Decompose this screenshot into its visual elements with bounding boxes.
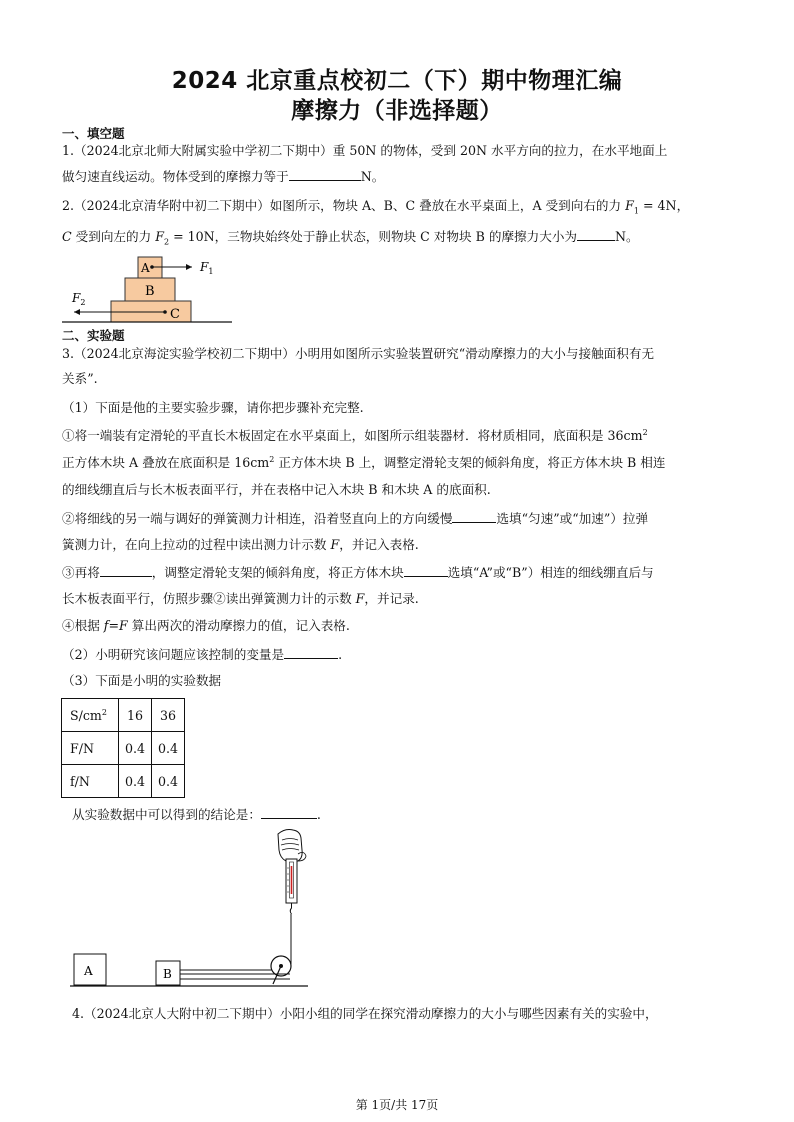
- question-1-line2: [62, 168, 384, 185]
- sub2-text: （2）小明研究该问题应该控制的变量是: [62, 647, 285, 662]
- friction-symbol: f: [103, 618, 109, 633]
- section-heading-experiment: 二、实验题: [62, 328, 125, 343]
- step-4-text: ④根据: [62, 618, 104, 633]
- table-cell: 16: [119, 699, 152, 732]
- force-symbol: F: [119, 618, 128, 633]
- conclusion-text: 从实验数据中可以得到的结论是：: [72, 807, 261, 822]
- stacked-blocks-figure: [62, 252, 237, 326]
- label-f1-sub: 1: [208, 267, 214, 276]
- question-2-text: = 10N，三物块始终处于静止状态，则物块 C 对物块 B 的摩擦力大小为: [169, 229, 578, 244]
- question-2-text: 2.（2024北京清华附中初二下期中）如图所示，物块 A、B、C 叠放在水平桌面上，A 受到向右的力: [62, 198, 622, 213]
- header-text: S/cm: [70, 707, 102, 723]
- force-subscript: 2: [163, 237, 170, 247]
- data-table: [61, 698, 185, 798]
- step-3-text: 选填“A”或“B”）相连的细线绷直后与: [447, 565, 654, 580]
- label-f2-sub: 2: [80, 298, 86, 307]
- page-footer: 第 1页/共 17页: [355, 1098, 439, 1112]
- step-2-line1: [62, 510, 648, 527]
- label-f1: F: [200, 260, 209, 274]
- step-4-line: [62, 618, 350, 634]
- step-1-line3: 的细线绷直后与长木板表面平行，并在表格中记入木块 B 和木块 A 的底面积.: [62, 482, 491, 497]
- step-2-line2: [62, 537, 419, 553]
- step-1-text: 正方体木块 B 上，调整定滑轮支架的倾斜角度，将正方体木块 B 相连: [274, 455, 666, 470]
- question-2-text: 受到向左的力: [71, 229, 156, 244]
- answer-blank: [100, 564, 152, 577]
- table-cell: 0.4: [152, 732, 185, 765]
- table-header-cell: f/N: [62, 765, 119, 798]
- pulley-apparatus-figure: [60, 828, 320, 994]
- question-3-line2: 关系”.: [62, 371, 98, 386]
- sub2-period: .: [338, 647, 343, 662]
- superscript: 2: [269, 454, 275, 464]
- table-cell: 36: [152, 699, 185, 732]
- label-c: C: [170, 307, 180, 322]
- spring-scale: [286, 859, 297, 914]
- force-symbol: F: [355, 591, 365, 606]
- force-symbol: F: [330, 537, 340, 552]
- question-3-line1: 3.（2024北京海淀实验学校初二下期中）小明用如图所示实验装置研究“滑动摩擦力的大小与接触面积有无: [62, 346, 655, 361]
- page-title-line2: 摩擦力（非选择题）: [291, 98, 503, 124]
- step-3-text: 长木板表面平行，仿照步骤②读出弹簧测力计的示数: [62, 591, 356, 606]
- table-row: [62, 699, 185, 732]
- label-b: B: [163, 967, 172, 981]
- force-symbol: F: [625, 198, 634, 213]
- force-symbol: F: [155, 229, 164, 244]
- force-value: = 4N，: [638, 198, 690, 213]
- answer-blank: [261, 806, 317, 819]
- superscript: 2: [642, 427, 648, 437]
- answer-blank: [452, 510, 496, 523]
- label-b: B: [145, 284, 155, 299]
- equals-sign: =: [108, 618, 120, 633]
- svg-text:F1: [199, 260, 213, 276]
- table-header-cell: [62, 699, 119, 732]
- label-a: A: [84, 964, 93, 978]
- superscript: 2: [101, 707, 107, 717]
- step-1-text: ①将一端装有定滑轮的平直长木板固定在水平桌面上，如图所示组装器材．将材质相同，底面积是 36cm: [62, 428, 643, 443]
- step-3-text: ，调整定滑轮支架的倾斜角度，将正方体木块: [151, 565, 404, 580]
- step-1-line1: [62, 428, 648, 444]
- step-3-line2: [62, 591, 419, 607]
- answer-blank: [289, 168, 361, 181]
- force-subscript: 1: [633, 206, 639, 216]
- step-3-text: ，并记录.: [364, 591, 419, 606]
- question-3-sub3: （3）下面是小明的实验数据: [62, 673, 222, 688]
- conclusion-period: .: [316, 807, 321, 822]
- question-4-line1: 4.（2024北京人大附中初二下期中）小阳小组的同学在探究滑动摩擦力的大小与哪些因素有关的实验中，: [72, 1006, 658, 1021]
- svg-text:F2: [71, 291, 85, 307]
- answer-blank: [577, 228, 615, 241]
- question-2-unit: N。: [615, 229, 639, 244]
- answer-blank: [284, 646, 338, 659]
- table-row: [62, 765, 185, 798]
- step-2-text: ②将细线的另一端与调好的弹簧测力计相连，沿着竖直向上的方向缓慢: [62, 511, 453, 526]
- step-2-text: ，并记入表格.: [339, 537, 419, 552]
- table-header-cell: F/N: [62, 732, 119, 765]
- table-cell: 0.4: [119, 732, 152, 765]
- conclusion-line: [72, 806, 321, 823]
- question-1-line1: 1.（2024北京北师大附属实验中学初二下期中）重 50N 的物体，受到 20N 水平方向的拉力，在水平地面上: [62, 143, 668, 158]
- table-cell: 0.4: [119, 765, 152, 798]
- question-2-line2: [62, 228, 639, 251]
- question-3-sub2: [62, 646, 342, 663]
- step-4-text: 算出两次的滑动摩擦力的值，记入表格.: [127, 618, 350, 633]
- table-cell: 0.4: [152, 765, 185, 798]
- table-row: [62, 732, 185, 765]
- step-1-text: 正方体木块 A 叠放在底面积是 16cm: [62, 455, 270, 470]
- step-1-line2: [62, 455, 666, 471]
- block-c-symbol: C: [62, 229, 72, 244]
- arrowhead-f2: [74, 309, 80, 315]
- step-3-line1: [62, 564, 654, 581]
- hand-icon: [278, 830, 306, 862]
- label-f2: F: [72, 291, 81, 305]
- step-3-text: ③再将: [62, 565, 100, 580]
- answer-blank: [404, 564, 448, 577]
- arrowhead-f1: [186, 264, 192, 270]
- section-heading-fill-in: 一、填空题: [62, 126, 125, 141]
- page-title-line1: 2024 北京重点校初二（下）期中物理汇编: [171, 68, 623, 94]
- step-2-text: 选填“匀速”或“加速”）拉弹: [496, 511, 649, 526]
- question-3-sub1: （1）下面是他的主要实验步骤，请你把步骤补充完整.: [62, 400, 364, 415]
- label-a: A: [141, 261, 150, 275]
- question-1-unit: N。: [360, 169, 385, 184]
- question-2-line1: [62, 198, 689, 220]
- question-1-text: 做匀速直线运动。物体受到的摩擦力等于: [62, 169, 289, 184]
- step-2-text: 簧测力计，在向上拉动的过程中读出测力计示数: [62, 537, 331, 552]
